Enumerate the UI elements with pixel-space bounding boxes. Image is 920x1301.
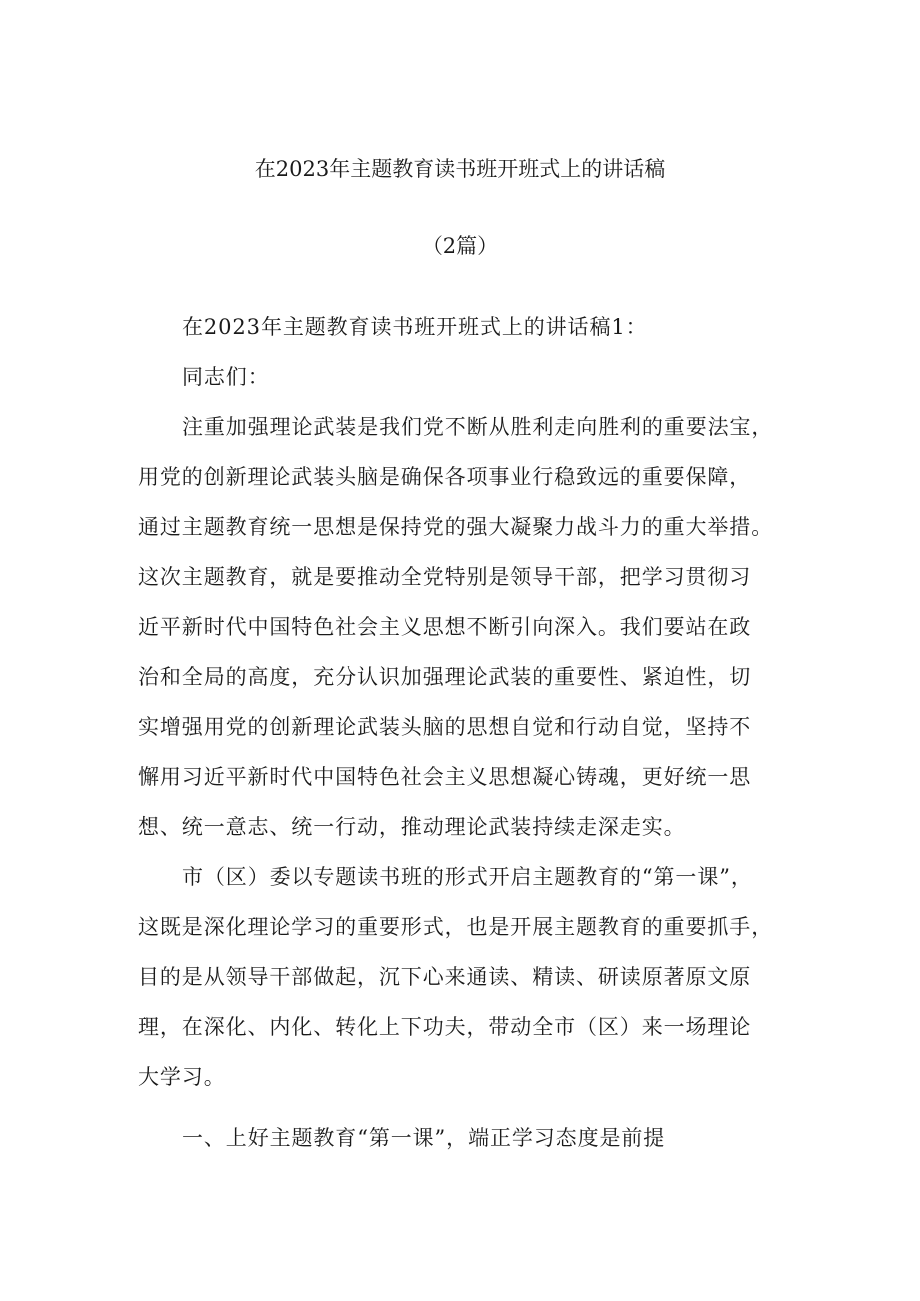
paragraph-line: 治和全局的高度，充分认识加强理论武装的重要性、紧迫性，切: [138, 665, 752, 689]
paragraph-line: 懈用习近平新时代中国特色社会主义思想凝心铸魂，更好统一思: [138, 765, 752, 789]
paragraph-line: 通过主题教育统一思想是保持党的强大凝聚力战斗力的重大举措。: [138, 515, 774, 539]
salutation: 同志们：: [182, 365, 270, 389]
document-subtitle: （2篇）: [421, 234, 499, 258]
paragraph-line: 理，在深化、内化、转化上下功夫，带动全市（区）来一场理论: [138, 1015, 752, 1039]
paragraph-line: 这次主题教育，就是要推动全党特别是领导干部，把学习贯彻习: [138, 565, 752, 589]
document-title: 在2023年主题教育读书班开班式上的讲话稿: [254, 157, 666, 181]
paragraph-line: 近平新时代中国特色社会主义思想不断引向深入。我们要站在政: [138, 615, 752, 639]
paragraph-line: 大学习。: [138, 1065, 226, 1089]
paragraph-line: 目的是从领导干部做起，沉下心来通读、精读、研读原著原文原: [138, 965, 752, 989]
paragraph-line: 实增强用党的创新理论武装头脑的思想自觉和行动自觉，坚持不: [138, 715, 752, 739]
paragraph-line: 市（区）委以专题读书班的形式开启主题教育的“第一课”，: [182, 865, 753, 889]
subsection-heading: 一、上好主题教育“第一课”，端正学习态度是前提: [182, 1126, 666, 1150]
paragraph-line: 想、统一意志、统一行动，推动理论武装持续走深走实。: [138, 815, 686, 839]
paragraph-line: 这既是深化理论学习的重要形式，也是开展主题教育的重要抓手，: [138, 915, 774, 939]
paragraph-line: 注重加强理论武装是我们党不断从胜利走向胜利的重要法宝，: [182, 415, 774, 439]
paragraph-line: 用党的创新理论武装头脑是确保各项事业行稳致远的重要保障，: [138, 465, 752, 489]
section-heading: 在2023年主题教育读书班开班式上的讲话稿1：: [182, 315, 648, 339]
